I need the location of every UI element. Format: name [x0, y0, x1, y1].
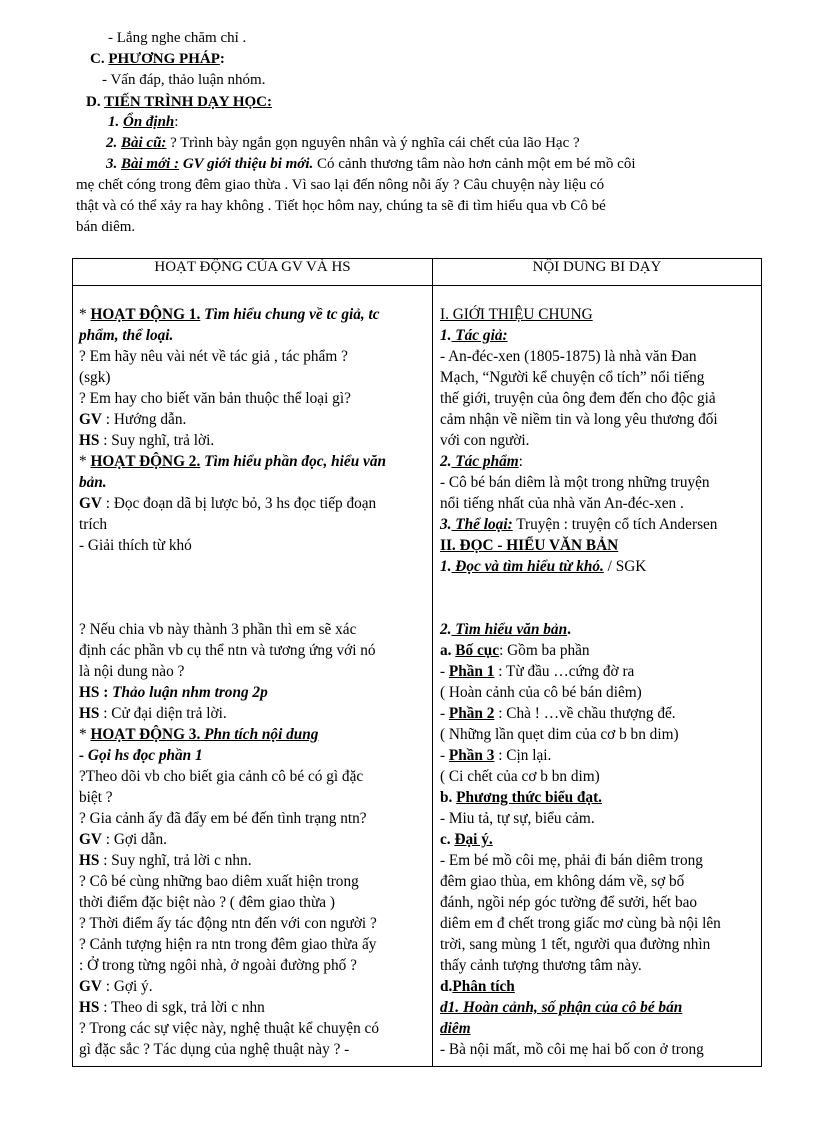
step-3-line-4: bán diêm.	[76, 219, 136, 235]
activity-1-label: HOẠT ĐỘNG 1.	[90, 306, 201, 323]
label: a.	[440, 642, 456, 659]
d1-line-1: - Bà nội mất, mồ côi mẹ hai bố con ở trong	[440, 1041, 704, 1058]
num: 1.	[440, 558, 452, 575]
author-line-4: cảm nhận về niềm tin và long yêu thương đối	[440, 411, 718, 428]
section-d-heading	[86, 92, 272, 112]
gv-note-3	[79, 829, 167, 850]
bullet: *	[79, 306, 91, 323]
gv-note-2-cont: trích	[79, 516, 108, 533]
num: 1.	[440, 327, 452, 344]
activity-1-heading	[79, 304, 380, 325]
step-2	[106, 133, 580, 153]
bullet: *	[79, 453, 91, 470]
reading-text: / SGK	[603, 558, 647, 575]
summary-line-3: đánh, ngồi nép góc tường để sưởi, hết bao	[440, 894, 698, 911]
genre-line	[440, 514, 717, 535]
part-text: : Cịn lại.	[494, 747, 552, 764]
section-c-item: - Vấn đáp, thảo luận nhóm.	[102, 72, 266, 88]
gv-text: : Hướng dẫn.	[101, 411, 187, 428]
part-2-line	[440, 703, 676, 724]
question-1-cont: (sgk)	[79, 369, 111, 386]
step-3-num: 3.	[106, 156, 121, 172]
part-1-line	[440, 661, 634, 682]
section-d-label: D.	[86, 94, 105, 110]
hs-label: HS	[79, 705, 100, 722]
analysis-sub-title: Phân tích	[452, 978, 515, 995]
author-line-2: Mạch, “Người kể chuyện cổ tích” nổi tiếng	[440, 369, 705, 386]
author-line-5: với con người.	[440, 432, 530, 449]
question-5: ? Gia cảnh ấy đã đẩy em bé đến tình trạng ntn?	[79, 810, 367, 827]
work-line-2: nổi tiếng nhất của nhà văn An-đéc-xen .	[440, 495, 684, 512]
step-1-rest: :	[174, 114, 179, 130]
header-left: HOẠT ĐỘNG CỦA GV VÀ HS	[73, 259, 433, 286]
author-line-1: - An-đéc-xen (1805-1875) là nhà văn Đan	[440, 348, 697, 365]
gv-note-1	[79, 409, 186, 430]
analysis-heading	[440, 619, 571, 640]
step-2-rest: ? Trình bày ngắn gọn nguyên nhân và ý nghĩa cái chết của lão Hạc ?	[166, 135, 580, 151]
step-3	[106, 154, 636, 174]
part-label: Phần 3	[448, 747, 495, 764]
label: b.	[440, 789, 457, 806]
activity-3-title: Phn tích nội dung	[200, 726, 319, 743]
hs-note-5	[79, 997, 265, 1018]
num: 2.	[440, 621, 452, 638]
section-c-title: PHƯƠNG PHÁP	[108, 51, 220, 67]
work-line-1: - Cô bé bán diêm là một trong những truyện	[440, 474, 710, 491]
summary-line-5: trời, sang mùng 1 tết, người qua đường nhìn	[440, 936, 711, 953]
num: 2.	[440, 453, 452, 470]
step-3-gv: GV giới thiệu bi mới.	[179, 156, 314, 172]
author-line-3: thế giới, truyện của ông đem đến cho độc giả	[440, 390, 716, 407]
step-1	[108, 112, 178, 132]
intro-line-1: - Lắng nghe chăm chỉ .	[108, 30, 247, 46]
analysis-subheading	[440, 976, 515, 997]
hs-text: : Suy nghĩ, trả lời.	[99, 432, 215, 449]
step-3-rest: Có cảnh thương tâm nào hơn cảnh một em bé mồ côi	[313, 156, 636, 172]
part-label: Phần 1	[448, 663, 495, 680]
genre-title: Thể loại:	[451, 516, 513, 533]
question-4-cont: biệt ?	[79, 789, 113, 806]
gv-note-4	[79, 976, 153, 997]
step-1-num: 1.	[108, 114, 123, 130]
activity-1-title: Tìm hiểu chung về tc giả, tc	[200, 306, 380, 323]
dot: .	[567, 621, 571, 638]
step-2-title: Bài cũ:	[121, 135, 167, 151]
layout-heading	[440, 640, 590, 661]
reading-heading	[440, 556, 646, 577]
step-1-title: Ổn định	[123, 114, 175, 130]
content-column	[433, 286, 762, 1067]
part-2-title: II. ĐỌC - HIỂU VĂN BẢN	[440, 537, 619, 554]
gv-text: : Đọc đoạn dã bị lược bỏ, 3 hs đọc tiếp đoạn	[101, 495, 377, 512]
step-2-num: 2.	[106, 135, 121, 151]
question-4: ?Theo dõi vb cho biết gia cảnh cô bé có gì đặc	[79, 768, 364, 785]
activity-3-heading	[79, 724, 318, 745]
hs-text: : Cử đại diện trả lời.	[99, 705, 227, 722]
hs-label: HS	[79, 852, 100, 869]
gv-label: GV	[79, 978, 102, 995]
hs-label: HS :	[79, 684, 109, 701]
question-3-cont-2: là nội dung nào ?	[79, 663, 185, 680]
label: c.	[440, 831, 455, 848]
hs-note-1	[79, 430, 214, 451]
part-1-title: I. GIỚI THIỆU CHUNG	[440, 306, 593, 323]
hs-text: : Suy nghĩ, trả lời c nhn.	[99, 852, 252, 869]
part-text: : Chà ! …về chầu thượng đế.	[494, 705, 676, 722]
hs-label: HS	[79, 432, 100, 449]
num: 3.	[440, 516, 452, 533]
summary-title: Đại ý.	[454, 831, 493, 848]
mode-desc: - Miu tả, tự sự, biểu cảm.	[440, 810, 595, 827]
d1-title-2: diêm	[440, 1020, 471, 1037]
question-3-cont: định các phần vb cụ thể ntn và tương ứng với nó	[79, 642, 376, 659]
hs-text: Thảo luận nhm trong 2p	[108, 684, 268, 701]
gv-text: : Gợi ý.	[101, 978, 153, 995]
summary-line-4: diêm em đ chết trong giấc mơ cùng bà nội lên	[440, 915, 721, 932]
analysis-title: Tìm hiểu văn bản	[451, 621, 568, 638]
table-header-row	[73, 259, 762, 286]
activity-2-label: HOẠT ĐỘNG 2.	[90, 453, 201, 470]
hs-note-4	[79, 850, 252, 871]
mode-heading	[440, 787, 602, 808]
work-title: Tác phẩm	[451, 453, 519, 470]
section-c-colon: :	[219, 51, 225, 67]
question-3: ? Nếu chia vb này thành 3 phần thì em sẽ xác	[79, 621, 357, 638]
step-3-line-3: thật và có thể xảy ra hay không . Tiết học hôm nay, chúng ta sẽ đi tìm hiểu qua vb Cô bé	[76, 198, 606, 214]
question-7: ? Thời điểm ấy tác động ntn đến với con người ?	[79, 915, 377, 932]
dash: -	[440, 747, 449, 764]
part-3-line	[440, 745, 551, 766]
part-label: Phần 2	[448, 705, 495, 722]
read-part-1: - Gọi hs đọc phần 1	[79, 747, 203, 764]
hs-text: : Theo di sgk, trả lời c nhn	[99, 999, 265, 1016]
gv-label: GV	[79, 831, 102, 848]
dash: -	[440, 663, 449, 680]
layout-text: : Gồm ba phần	[499, 642, 590, 659]
activity-2-heading	[79, 451, 386, 472]
author-heading	[440, 325, 508, 346]
hs-note-3	[79, 703, 227, 724]
question-9-cont: gì đặc sắc ? Tác dụng của nghệ thuật này ? -	[79, 1041, 350, 1058]
question-1: ? Em hãy nêu vài nét về tác giả , tác phẩm ?	[79, 348, 348, 365]
summary-line-6: thấy cảnh tượng thương tâm này.	[440, 957, 642, 974]
layout-title: Bố cục	[455, 642, 500, 659]
section-c-label: C.	[90, 51, 109, 67]
lesson-table	[72, 258, 762, 1067]
question-6: ? Cô bé cùng những bao diêm xuất hiện trong	[79, 873, 359, 890]
activity-1-title-2: phẩm, thể loại.	[79, 327, 174, 344]
part-text: : Từ đầu …cứng đờ ra	[494, 663, 635, 680]
work-heading	[440, 451, 523, 472]
summary-line-1: - Em bé mồ côi mẹ, phải đi bán diêm trong	[440, 852, 703, 869]
part-3-desc: ( Ci chết của cơ b bn dim)	[440, 768, 600, 785]
question-2: ? Em hay cho biết văn bản thuộc thể loại gì?	[79, 390, 351, 407]
question-9: ? Trong các sự việc này, nghệ thuật kể chuyện có	[79, 1020, 379, 1037]
activity-2-title-2: bản.	[79, 474, 107, 491]
question-6-cont: thời điểm đặc biệt nào ? ( đêm giao thừa )	[79, 894, 335, 911]
colon: :	[518, 453, 523, 470]
label: d.	[440, 978, 453, 995]
gv-label: GV	[79, 411, 102, 428]
genre-text: Truyện : truyện cổ tích Andersen	[512, 516, 718, 533]
step-3-title: Bài mới :	[121, 156, 180, 172]
gv-note-2	[79, 493, 376, 514]
gv-text: : Gợi dẫn.	[101, 831, 167, 848]
question-8: ? Cảnh tượng hiện ra ntn trong đêm giao thừa ấy	[79, 936, 377, 953]
section-c-heading	[90, 49, 225, 69]
explain-words: - Giải thích từ khó	[79, 537, 192, 554]
question-8-cont: : Ở trong từng ngôi nhà, ở ngoài đường phố ?	[79, 957, 357, 974]
activities-column	[73, 286, 433, 1067]
bullet: *	[79, 726, 91, 743]
hs-label: HS	[79, 999, 100, 1016]
step-3-line-2: mẹ chết cóng trong đêm giao thừa . Vì sao lại đến nông nỗi ấy ? Câu chuyện này liệu có	[76, 177, 605, 193]
part-2-desc: ( Những lần quẹt dim của cơ b bn dim)	[440, 726, 679, 743]
reading-title: Đọc và tìm hiểu từ khó.	[451, 558, 604, 575]
section-d-title: TIẾN TRÌNH DẠY HỌC:	[104, 94, 272, 110]
author-title: Tác giả:	[451, 327, 508, 344]
mode-title: Phương thức biểu đạt.	[456, 789, 602, 806]
activity-2-title: Tìm hiểu phần đọc, hiểu văn	[200, 453, 386, 470]
d1-title: d1. Hoàn cảnh, số phận của cô bé bán	[440, 999, 683, 1016]
summary-heading	[440, 829, 493, 850]
dash: -	[440, 705, 449, 722]
part-1-desc: ( Hoàn cảnh của cô bé bán diêm)	[440, 684, 642, 701]
gv-label: GV	[79, 495, 102, 512]
header-right: NỘI DUNG BI DẠY	[433, 259, 762, 286]
summary-line-2: đêm giao thùa, em không dám về, sợ bố	[440, 873, 685, 890]
activity-3-label: HOẠT ĐỘNG 3.	[90, 726, 201, 743]
hs-note-2	[79, 682, 268, 703]
